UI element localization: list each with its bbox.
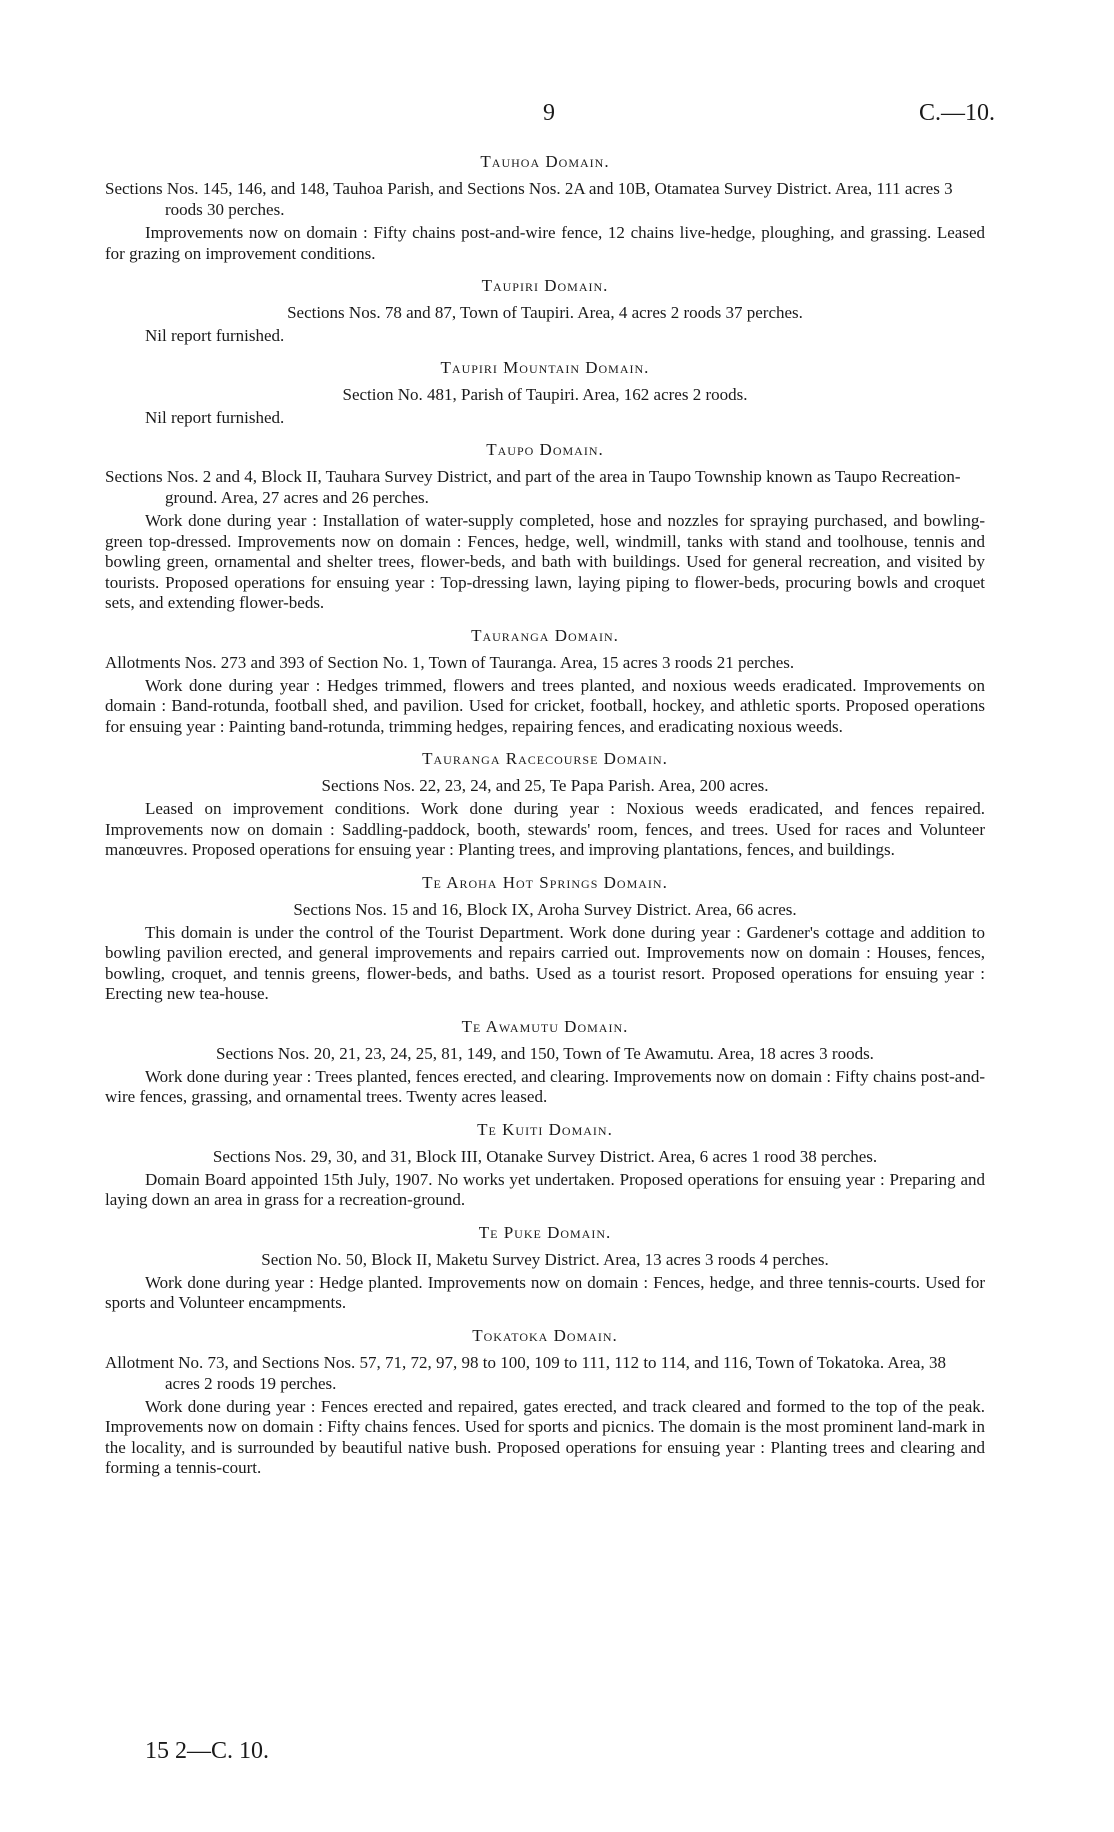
domain-title: Te Awamutu Domain. (461, 1016, 629, 1036)
domain-entry (105, 358, 985, 428)
page-header (105, 100, 995, 140)
domain-entry (105, 440, 985, 614)
domain-sections: Section No. 50, Block II, Maketu Survey District. Area, 13 acres 3 roods 4 perches. (261, 1249, 829, 1269)
domain-sections: Section No. 481, Parish of Taupiri. Area, 162 acres 2 roods. (342, 385, 748, 404)
domain-sections: Allotments Nos. 273 and 393 of Section No. 1, Town of Tauranga. Area, 15 acres 3 roods 21 perches. (105, 652, 795, 672)
domain-paragraph: Leased on improvement conditions. Work done during year : Noxious weeds eradicated, and fences repaired. Improvements now on domain : Saddling-paddock, booth, stewards' room, fences, and trees. Used for races and Volunteer manœuvres. Proposed operations for ensuing year : Planting trees, and improving plantations, fences, and buildings. (105, 799, 985, 859)
domain-title: Tauranga Domain. (471, 625, 619, 645)
nil-report: Nil report furnished. (145, 408, 285, 427)
domain-sections: Sections Nos. 78 and 87, Town of Taupiri. Area, 4 acres 2 roods 37 perches. (287, 303, 803, 322)
footer-signature-ref: 15 2—C. 10. (145, 1738, 270, 1764)
domain-title: Te Puke Domain. (478, 1222, 612, 1242)
nil-report: Nil report furnished. (145, 326, 285, 345)
domain-title: Taupiri Domain. (481, 276, 609, 295)
domain-sections: Allotment No. 73, and Sections Nos. 57, 71, 72, 97, 98 to 100, 109 to 111, 112 to 114, and 116, Town of Tokatoka. Area, 38 acres 2 roods 19 perches. (105, 1352, 946, 1393)
domain-title: Taupo Domain. (486, 440, 604, 459)
domain-title: Tauranga Racecourse Domain. (422, 749, 668, 768)
domain-sections: Sections Nos. 15 and 16, Block IX, Aroha Survey District. Area, 66 acres. (293, 899, 797, 919)
domain-sections: Sections Nos. 20, 21, 23, 24, 25, 81, 149, and 150, Town of Te Awamutu. Area, 18 acres 3 roods. (216, 1043, 874, 1063)
domain-sections: Sections Nos. 2 and 4, Block II, Tauhara Survey District, and part of the area in Taupo Township known as Taupo Recreation-ground. Area, 27 acres and 26 perches. (105, 467, 961, 507)
domain-paragraph: Work done during year : Fences erected and repaired, gates erected, and track cleared and formed to the top of the peak. Improvements now on domain : Fifty chains fences. Used for sports and picnics. The domain is the most prominent land-mark in the locality, and is surrounded by beautiful native bush. Proposed operations for ensuing year : Planting trees and clearing and forming a tennis-court. (105, 1396, 985, 1477)
domain-entry (105, 1120, 985, 1211)
domain-title: Tauhoa Domain. (480, 152, 610, 171)
domain-paragraph: Domain Board appointed 15th July, 1907. No works yet undertaken. Proposed operations for ensuing year : Preparing and laying down an area in grass for a recreation-ground. (105, 1169, 985, 1209)
domain-sections: Sections Nos. 29, 30, and 31, Block III, Otanake Survey District. Area, 6 acres 1 rood 38 perches. (212, 1146, 878, 1166)
domain-entry (105, 626, 985, 738)
domain-entry (105, 1326, 985, 1479)
domain-entry (105, 1017, 985, 1108)
domain-entry (105, 276, 985, 346)
domain-title: Te Aroha Hot Springs Domain. (422, 872, 668, 892)
domain-paragraph: Work done during year : Trees planted, fences erected, and clearing. Improvements now on domain : Fifty chains post-and-wire fences, grassing, and ornamental trees. Twenty acres leased. (105, 1066, 985, 1106)
domain-paragraph: This domain is under the control of the Tourist Department. Work done during year : Gardener's cottage and addition to bowling pavilion erected, and general improvements and repairs carried out. Improvements now on domain : Houses, fences, bowling, croquet, and tennis greens, flower-beds, and baths. Used as a tourist resort. Proposed operations for ensuing year : Erecting new tea-house. (105, 922, 985, 1003)
domain-title: Tokatoka Domain. (472, 1325, 618, 1345)
page-number: 9 (543, 100, 555, 126)
domain-paragraph: Work done during year : Hedge planted. Improvements now on domain : Fences, hedge, and three tennis-courts. Used for sports and Volunteer encampments. (105, 1272, 985, 1312)
domain-title: Taupiri Mountain Domain. (440, 358, 650, 377)
domain-paragraph: Work done during year : Installation of water-supply completed, hose and nozzles for spraying purchased, and bowling-green top-dressed. Improvements now on domain : Fences, hedge, well, windmill, tanks with stand and toolhouse, tennis and bowling green, ornamental and shelter trees, flower-beds, and bath with buildings. Used for general recreation, and visited by tourists. Proposed operations for ensuing year : Top-dressing lawn, laying piping to flower-beds, procuring bowls and croquet sets, and extending flower-beds. (105, 511, 985, 612)
domain-entry (105, 749, 985, 861)
domain-entry (105, 152, 985, 264)
domain-entry (105, 873, 985, 1005)
domain-entry (105, 1223, 985, 1314)
domain-title: Te Kuiti Domain. (477, 1119, 613, 1139)
document-reference: C.—10. (918, 100, 995, 126)
domain-sections: Sections Nos. 22, 23, 24, and 25, Te Papa Parish. Area, 200 acres. (321, 776, 769, 795)
document-page (105, 100, 995, 1479)
domain-sections: Sections Nos. 145, 146, and 148, Tauhoa Parish, and Sections Nos. 2A and 10B, Otamatea Survey District. Area, 111 acres 3 roods 30 perches. (105, 179, 953, 219)
domain-paragraph: Work done during year : Hedges trimmed, flowers and trees planted, and noxious weeds eradicated. Improvements on domain : Band-rotunda, football shed, and pavilion. Used for cricket, football, hockey, and athletic sports. Proposed operations for ensuing year : Painting band-rotunda, trimming hedges, repairing fences, and eradicating noxious weeds. (105, 675, 985, 736)
domain-paragraph: Improvements now on domain : Fifty chains post-and-wire fence, 12 chains live-hedge, ploughing, and grassing. Leased for grazing on improvement conditions. (105, 223, 985, 263)
